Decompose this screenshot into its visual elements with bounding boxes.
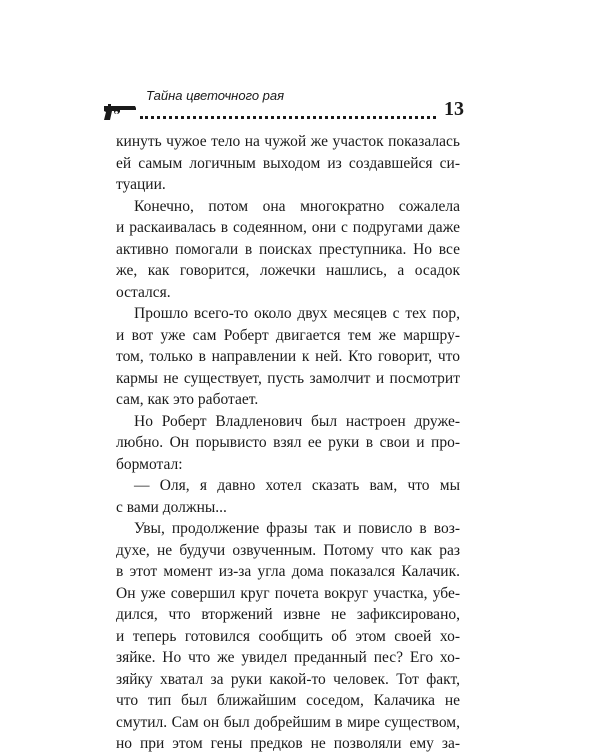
text-line: и вот уже сам Роберт двигается тем же маршру- — [116, 326, 460, 344]
text-line: Он уже совершил круг почета вокруг участка, убе- — [116, 584, 460, 602]
text-line: смутил. Сам он был добрейшим в мире существом, — [116, 713, 460, 731]
body-text — [116, 131, 460, 755]
text-line: зяйку хватал за руки какой-то человек. Тот факт, — [116, 670, 460, 688]
running-header — [102, 88, 464, 128]
text-line: но при этом гены предков не позволяли ему за- — [116, 735, 460, 752]
text-line: остался. — [116, 283, 171, 301]
page-number: 13 — [444, 98, 464, 120]
text-line: же, как говорится, ложечки нашлись, а осадок — [116, 262, 460, 279]
running-title: Тайна цветочного рая — [146, 88, 285, 103]
text-line: сам, как это работает. — [116, 391, 259, 408]
text-line: любно. Он порывисто взял ее руки в свои и про- — [116, 434, 460, 451]
text-line: — Оля, я давно хотел сказать вам, что мы — [134, 477, 460, 494]
text-line: и теперь готовился сообщить об этом своей хо- — [116, 627, 460, 645]
text-line: что тип был ближайшим соседом, Калачика не — [116, 692, 460, 709]
text-line: том, только в направлении к ней. Кто говорит, что — [116, 348, 460, 365]
text-line: бормотал: — [116, 455, 183, 473]
text-line: и раскаивалась в содеянном, они с подругами даже — [116, 219, 460, 236]
text-line: ей самым логичным выходом из создавшейся си- — [116, 154, 460, 172]
text-line: кармы не существует, пусть замолчит и посмотрит — [116, 369, 460, 387]
revolver-icon — [102, 102, 138, 122]
text-line: Прошло всего-то около двух месяцев с тех пор, — [134, 305, 460, 322]
text-line: Конечно, потом она многократно сожалела — [134, 197, 460, 215]
text-line: Увы, продолжение фразы так и повисло в воз- — [134, 520, 460, 537]
text-line: кинуть чужое тело на чужой же участок показалась — [116, 133, 460, 150]
text-line: активно помогали в поисках преступника. Но все — [116, 240, 460, 258]
text-line: с вами должны... — [116, 498, 227, 516]
dotted-leader — [140, 116, 436, 119]
text-line: дился, что вторжений извне не зафиксировано, — [116, 606, 460, 623]
text-line: духе, не будучи озвученным. Потому что как раз — [116, 541, 460, 559]
text-line: в этот момент из-за угла дома показался Калачик. — [116, 563, 460, 580]
text-line: Но Роберт Владленович был настроен друже- — [134, 412, 460, 430]
text-line: зяйке. Но что же увидел преданный пес? Его хо- — [116, 649, 460, 666]
text-line: туации. — [116, 176, 166, 193]
